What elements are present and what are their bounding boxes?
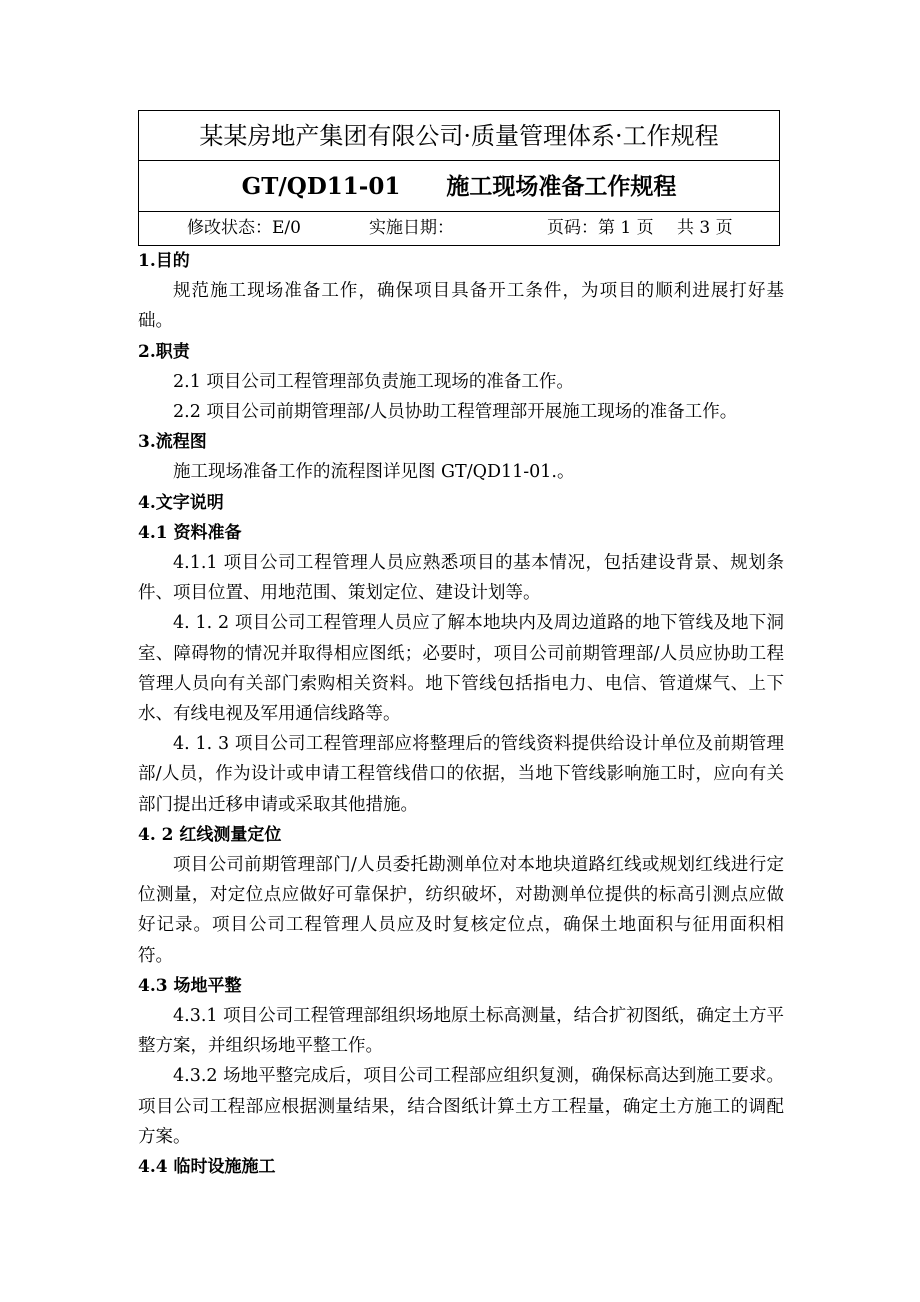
document-meta-row	[139, 212, 779, 245]
section-heading-purpose: 1.目的	[138, 251, 190, 271]
subsection-heading-4-1: 4.1 资料准备	[138, 522, 242, 543]
procedure-title-row	[139, 161, 779, 212]
revision-status: 修改状态：E/0	[187, 218, 301, 238]
subsection-heading-4-4: 4.4 临时设施施工	[138, 1157, 276, 1178]
paragraph-flowchart: 施工现场准备工作的流程图详见图 GT/QD11-01.。	[173, 462, 575, 483]
paragraph-4-2: 项目公司前期管理部门/人员委托勘测单位对本地块道路红线或规划红线进行定位测量，对定位点应做好可靠保护，纺织破坏，对勘测单位提供的标高引测点应做好记录。项目公司工程管理人员应及时复核定位点，确保土地面积与征用面积相符。	[138, 855, 784, 966]
paragraph-4-1-2: 4. 1. 2 项目公司工程管理人员应了解本地块内及周边道路的地下管线及地下洞室、障碍物的情况并取得相应图纸；必要时，项目公司前期管理部/人员应协助工程管理人员向有关部门索购相关资料。地下管线包括指电力、电信、管道煤气、上下水、有线电视及军用通信线路等。	[138, 613, 784, 725]
document-body	[138, 246, 784, 1182]
document-header-table	[138, 110, 780, 246]
company-title: 某某房地产集团有限公司·质量管理体系·工作规程	[139, 111, 779, 161]
page-total: 共 3 页	[677, 218, 733, 238]
paragraph-4-1-3: 4. 1. 3 项目公司工程管理部应将整理后的管线资料提供给设计单位及前期管理部/人员，作为设计或申请工程管线借口的依据，当地下管线影响施工时，应向有关部门提出迁移申请或采取其他措施。	[138, 734, 784, 815]
page-number: 页码：第 1 页	[547, 218, 654, 238]
section-heading-responsibility: 2.职责	[138, 341, 190, 362]
section-heading-flowchart: 3.流程图	[138, 432, 207, 453]
section-heading-description: 4.文字说明	[138, 492, 224, 513]
paragraph-4-3-1: 4.3.1 项目公司工程管理部组织场地原土标高测量，结合扩初图纸，确定土方平整方案，并组织场地平整工作。	[138, 1006, 784, 1057]
implementation-date: 实施日期：	[369, 218, 454, 238]
paragraph-2-1: 2.1 项目公司工程管理部负责施工现场的准备工作。	[173, 371, 574, 392]
procedure-title: 施工现场准备工作规程	[446, 173, 677, 200]
paragraph-purpose: 规范施工现场准备工作，确保项目具备开工条件，为项目的顺利进展打好基础。	[138, 281, 784, 332]
paragraph-4-3-2: 4.3.2 场地平整完成后，项目公司工程部应组织复测，确保标高达到施工要求。项目公司工程部应根据测量结果，结合图纸计算土方工程量，确定土方施工的调配方案。	[138, 1066, 784, 1147]
paragraph-4-1-1: 4.1.1 项目公司工程管理人员应熟悉项目的基本情况，包括建设背景、规划条件、项目位置、用地范围、策划定位、建设计划等。	[138, 553, 784, 604]
procedure-code: GT/QD11-01	[241, 173, 401, 200]
subsection-heading-4-2: 4. 2 红线测量定位	[138, 824, 282, 845]
paragraph-2-2: 2.2 项目公司前期管理部/人员协助工程管理部开展施工现场的准备工作。	[173, 402, 738, 423]
subsection-heading-4-3: 4.3 场地平整	[138, 975, 242, 996]
